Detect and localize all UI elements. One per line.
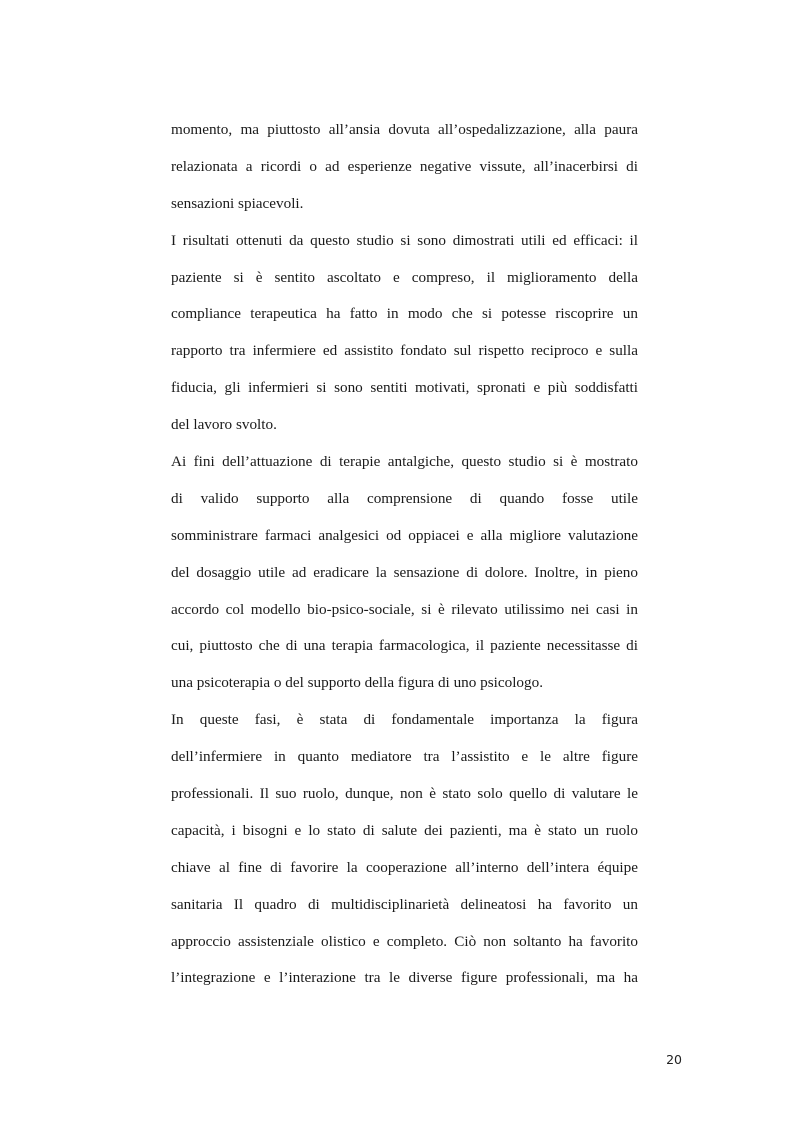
page-number: 20 bbox=[666, 1052, 682, 1067]
text-line: accordo col modello bio-psico-sociale, si è rilevato utilissimo nei casi in bbox=[171, 600, 638, 618]
text-line: dell’infermiere in quanto mediatore tra l’assistito e le altre figure bbox=[171, 748, 638, 766]
text-line: compliance terapeutica ha fatto in modo che si potesse riscoprire un bbox=[171, 305, 638, 323]
document-body bbox=[171, 112, 638, 997]
text-line: relazionata a ricordi o ad esperienze negative vissute, all’inacerbirsi di bbox=[171, 157, 638, 175]
text-line: sensazioni spiacevoli. bbox=[171, 194, 304, 212]
text-line: somministrare farmaci analgesici od oppiacei e alla migliore valutazione bbox=[171, 526, 638, 544]
text-line: paziente si è sentito ascoltato e compreso, il miglioramento della bbox=[171, 268, 638, 286]
text-line: rapporto tra infermiere ed assistito fondato sul rispetto reciproco e sulla bbox=[171, 342, 638, 360]
text-line: momento, ma piuttosto all’ansia dovuta all’ospedalizzazione, alla paura bbox=[171, 121, 638, 138]
text-line: sanitaria Il quadro di multidisciplinarietà delineatosi ha favorito un bbox=[171, 895, 638, 913]
text-line: del dosaggio utile ad eradicare la sensazione di dolore. Inoltre, in pieno bbox=[171, 563, 638, 581]
text-line: del lavoro svolto. bbox=[171, 416, 277, 434]
text-line: fiducia, gli infermieri si sono sentiti motivati, spronati e più soddisfatti bbox=[171, 379, 638, 397]
text-line: approccio assistenziale olistico e completo. Ciò non soltanto ha favorito bbox=[171, 932, 638, 950]
text-line: cui, piuttosto che di una terapia farmacologica, il paziente necessitasse di bbox=[171, 637, 638, 655]
text-line: di valido supporto alla comprensione di quando fosse utile bbox=[171, 489, 638, 507]
text-line: professionali. Il suo ruolo, dunque, non è stato solo quello di valutare le bbox=[171, 785, 638, 803]
text-line: I risultati ottenuti da questo studio si sono dimostrati utili ed efficaci: il bbox=[171, 231, 638, 249]
text-line: Ai fini dell’attuazione di terapie antalgiche, questo studio si è mostrato bbox=[171, 453, 638, 471]
text-line: capacità, i bisogni e lo stato di salute dei pazienti, ma è stato un ruolo bbox=[171, 821, 638, 839]
text-line: una psicoterapia o del supporto della figura di uno psicologo. bbox=[171, 674, 544, 692]
text-line: l’integrazione e l’interazione tra le diverse figure professionali, ma ha bbox=[171, 969, 638, 987]
text-line: In queste fasi, è stata di fondamentale importanza la figura bbox=[171, 711, 638, 729]
text-line: chiave al fine di favorire la cooperazione all’interno dell’intera équipe bbox=[171, 858, 638, 876]
